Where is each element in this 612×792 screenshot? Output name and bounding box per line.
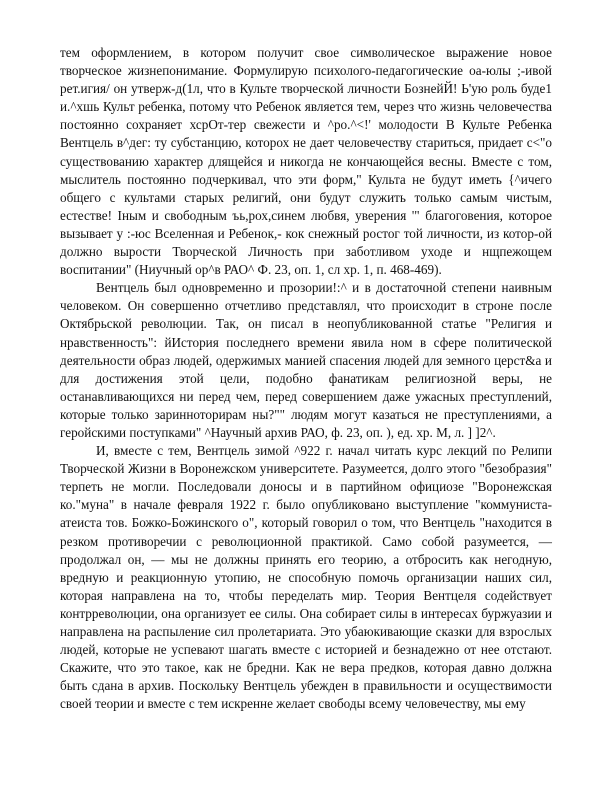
paragraph-2: Вентцель был одновременно и прозории!:^ и в достаточной степени наивным человеком. Он совершенно отчетливо представлял, что происходит в строне после Октябрьской революции. Так, он писал в неопубликованной статье "Религия и нравственность": йИстория последнего времени явила ном в сфере политической деятельности образ людей, одержимых манией спасения людей для земного церст&а и для достижения этой цели, подобно фанатикам религиозной веры, не останавливающихся ни перед чем, перед совершением даже ужасных преступлений, которые только заринноторирам ны?"" людям могут казаться не преступлениями, а геройскими поступками" ^Научный архив РАО, ф. 23, оп. ), ед. хр. М, л. ] ]2^. bbox=[60, 280, 552, 440]
document-page bbox=[60, 44, 552, 713]
paragraph-3: И, вместе с тем, Вентцель зимой ^922 г. начал читать курс лекций по Релипи Творческой Жизни в Воронежском университете. Разумеется, долго этого "безобразия" терпеть не могли. Последовали доносы и в партийном официозе "Воронежская ко."муна" в начале февраля 1922 г. было опубликовано выступление "коммуниста-атеиста тов. Божко-Божинского о", который говорил о том, что Вентцель "находится в резком противоречии с революционной практикой. Само собой разумеется, — продолжал он, — мы не должны принять его теорию, а отбросить как негодную, вредную и реакционную утопию, не способную помочь организации наших сил, которая направлена на то, чтобы переделать мир. Теория Вентцеля содействует контрреволюции, она организует ее силы. Она собирает силы в интересах буржуазии и направлена на распыление сил пролетариата. Это убаюкивающие сказки для взрослых людей, которые не успевают шагать вместе с историей и безнадежно от нее отстают. Скажите, что это такое, как не бредни. Как не вера предков, которая давно должна быть сдана в архив. Поскольку Вентцель убежден в правильности и осуществимости своей теории и вместе с тем искренне желает свободы всему человечеству, мы ему bbox=[60, 443, 552, 712]
paragraph-1: тем оформлением, в котором получит свое символическое выражение новое творческое жизнепонимание. Формулирую психолого-педагогические оа-юлы ;-ивой рет.игия/ он утверж-д(1л, что в Культе творческой личности БознейЙ! Ь'ую роль буде1 и.^хшь Культ ребенка, потому что Ребенок является тем, через что жизнь человечества постоянно сохраняет хсрОт-тер свежести и ^ро.^<!' молодости В Культе Ребенка Вентцель в^дег: ту субстанцию, которох не дает человечеству стариться, придает с<"о существованию характер длящейся и никогда не кончающейся весны. Вместе с том, мыслитель постоянно подчеркивал, что эти форм," Культа не будут иметь {^ичего общего с культами старых религий, они будут служить только самым чистым, естестве! Іным и свободным ъь,рох,синем любвя, уверения '" благоговения, которое вызывает у :-юс Вселенная и Ребенок,- кок снежный ростог той личности, из котор-ой должно вырости Творческой Личность при заботливом уходе и нщпежощем воспитании" (Ниучный ор^в РАО^ Ф. 23, оп. 1, сл хр. 1, п. 468-469). bbox=[60, 45, 552, 278]
